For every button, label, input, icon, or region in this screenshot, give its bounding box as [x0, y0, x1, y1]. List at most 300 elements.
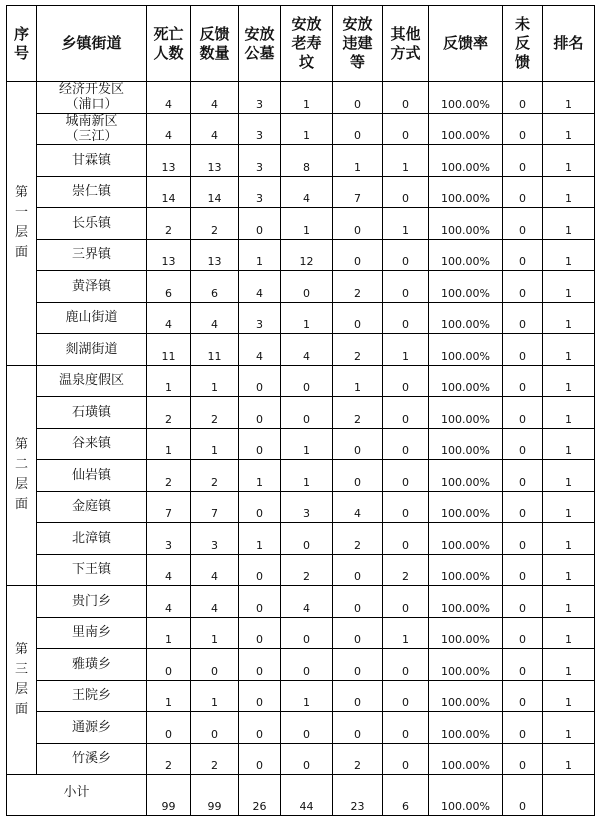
value-cell: 4 [281, 586, 333, 618]
value-cell: 4 [147, 302, 191, 334]
value-cell: 1 [543, 491, 595, 523]
value-cell: 4 [191, 302, 239, 334]
value-cell: 4 [191, 82, 239, 114]
value-cell: 4 [281, 334, 333, 366]
value-cell: 0 [281, 523, 333, 555]
value-cell: 0 [333, 302, 383, 334]
column-header-line: 安放 [291, 15, 322, 33]
town-name: 仙岩镇 [71, 467, 111, 483]
value-cell: 0 [503, 712, 543, 744]
value-cell: 1 [543, 523, 595, 555]
subtotal-value-cell: 44 [281, 775, 333, 816]
value-cell: 1 [543, 113, 595, 145]
value-cell: 0 [383, 397, 429, 429]
value-cell: 2 [281, 554, 333, 586]
value-cell: 100.00% [429, 334, 503, 366]
value-cell: 0 [191, 649, 239, 681]
table-row [7, 271, 595, 303]
value-cell: 8 [281, 145, 333, 177]
table-row [7, 617, 595, 649]
value-cell: 0 [239, 397, 281, 429]
table-row [7, 554, 595, 586]
value-cell: 0 [503, 617, 543, 649]
value-cell: 0 [281, 649, 333, 681]
town-name-cell [37, 523, 147, 555]
column-header-line: 号 [13, 43, 29, 62]
value-cell: 4 [147, 586, 191, 618]
value-cell: 11 [147, 334, 191, 366]
subtotal-value-cell: 0 [503, 775, 543, 816]
town-name: 通源乡 [71, 719, 111, 735]
value-cell: 100.00% [429, 428, 503, 460]
value-cell: 0 [281, 397, 333, 429]
value-cell: 0 [333, 649, 383, 681]
subtotal-value-cell: 99 [191, 775, 239, 816]
group-label [7, 586, 37, 775]
column-header [333, 6, 383, 82]
table-row [7, 239, 595, 271]
table-body [7, 82, 595, 816]
value-cell: 0 [333, 712, 383, 744]
value-cell: 13 [191, 145, 239, 177]
value-cell: 0 [383, 680, 429, 712]
value-cell: 6 [191, 271, 239, 303]
table-row [7, 712, 595, 744]
group-label-char: 层 [14, 225, 28, 241]
table-row [7, 176, 595, 208]
value-cell: 0 [239, 586, 281, 618]
value-cell: 100.00% [429, 271, 503, 303]
value-cell: 100.00% [429, 586, 503, 618]
value-cell: 100.00% [429, 460, 503, 492]
value-cell: 0 [281, 617, 333, 649]
subtotal-value-cell [543, 775, 595, 816]
value-cell: 4 [147, 82, 191, 114]
town-name: 长乐镇 [71, 215, 111, 231]
value-cell: 0 [333, 428, 383, 460]
column-header-line: 违建 [342, 34, 373, 52]
value-cell: 14 [191, 176, 239, 208]
column-header-line: 死亡 [153, 24, 184, 43]
funeral-feedback-table [6, 5, 595, 816]
value-cell: 7 [191, 491, 239, 523]
value-cell: 0 [383, 302, 429, 334]
group-label-char: 层 [14, 477, 28, 493]
value-cell: 0 [383, 365, 429, 397]
value-cell: 0 [503, 239, 543, 271]
town-name-cell [37, 113, 147, 145]
subtotal-value-cell: 6 [383, 775, 429, 816]
value-cell: 13 [147, 239, 191, 271]
town-name-cell [37, 145, 147, 177]
column-header-line: 数量 [199, 43, 230, 62]
subtotal-value-cell: 23 [333, 775, 383, 816]
value-cell: 0 [503, 554, 543, 586]
value-cell: 100.00% [429, 82, 503, 114]
value-cell: 0 [383, 712, 429, 744]
town-name-cell [37, 554, 147, 586]
value-cell: 0 [383, 649, 429, 681]
town-name: 三界镇 [71, 247, 111, 263]
value-cell: 1 [191, 428, 239, 460]
value-cell: 0 [239, 491, 281, 523]
value-cell: 1 [543, 302, 595, 334]
value-cell: 1 [543, 239, 595, 271]
value-cell: 0 [503, 743, 543, 775]
town-name: （三江） [65, 128, 118, 144]
value-cell: 1 [543, 617, 595, 649]
value-cell: 0 [503, 113, 543, 145]
value-cell: 1 [383, 208, 429, 240]
column-header [147, 6, 191, 82]
column-header [7, 6, 37, 82]
value-cell: 0 [383, 271, 429, 303]
town-name: 谷来镇 [71, 436, 111, 452]
group-label-char: 面 [14, 702, 28, 717]
town-name-cell [37, 208, 147, 240]
value-cell: 0 [191, 712, 239, 744]
value-cell: 100.00% [429, 145, 503, 177]
table-row [7, 397, 595, 429]
value-cell: 0 [383, 82, 429, 114]
value-cell: 1 [383, 617, 429, 649]
table-row [7, 680, 595, 712]
value-cell: 2 [333, 334, 383, 366]
value-cell: 0 [239, 428, 281, 460]
subtotal-value-cell: 26 [239, 775, 281, 816]
subtotal-label: 小计 [7, 775, 147, 816]
value-cell: 0 [503, 460, 543, 492]
value-cell: 1 [191, 617, 239, 649]
group-label-char: 面 [14, 245, 28, 261]
value-cell: 0 [383, 523, 429, 555]
value-cell: 100.00% [429, 523, 503, 555]
table-row [7, 334, 595, 366]
value-cell: 2 [147, 397, 191, 429]
value-cell: 100.00% [429, 239, 503, 271]
value-cell: 3 [239, 176, 281, 208]
table-row [7, 523, 595, 555]
value-cell: 1 [543, 680, 595, 712]
value-cell: 0 [239, 680, 281, 712]
value-cell: 2 [333, 397, 383, 429]
value-cell: 2 [191, 397, 239, 429]
value-cell: 0 [333, 554, 383, 586]
column-header-line: 未 [514, 15, 530, 33]
subtotal-value-cell: 99 [147, 775, 191, 816]
value-cell: 1 [239, 239, 281, 271]
value-cell: 0 [333, 239, 383, 271]
value-cell: 0 [333, 208, 383, 240]
value-cell: 4 [191, 586, 239, 618]
value-cell: 4 [147, 554, 191, 586]
table-row [7, 491, 595, 523]
table-row [7, 649, 595, 681]
column-header-line: 反 [514, 34, 530, 52]
value-cell: 2 [191, 460, 239, 492]
group-label-char: 一 [14, 205, 28, 221]
value-cell: 1 [147, 428, 191, 460]
value-cell: 0 [239, 554, 281, 586]
value-cell: 3 [239, 145, 281, 177]
column-header-line: 安放 [342, 15, 373, 33]
value-cell: 4 [333, 491, 383, 523]
table-row [7, 460, 595, 492]
column-header [37, 6, 147, 82]
value-cell: 0 [503, 176, 543, 208]
value-cell: 2 [383, 554, 429, 586]
table-row [7, 145, 595, 177]
town-name-cell [37, 586, 147, 618]
town-name-cell [37, 334, 147, 366]
value-cell: 0 [503, 523, 543, 555]
value-cell: 1 [543, 649, 595, 681]
value-cell: 0 [333, 680, 383, 712]
value-cell: 1 [543, 208, 595, 240]
value-cell: 3 [147, 523, 191, 555]
value-cell: 100.00% [429, 680, 503, 712]
value-cell: 1 [239, 523, 281, 555]
town-name: 里南乡 [71, 625, 111, 641]
value-cell: 0 [333, 82, 383, 114]
town-name: 鹿山街道 [65, 310, 118, 326]
value-cell: 1 [543, 554, 595, 586]
table-row [7, 586, 595, 618]
value-cell: 7 [147, 491, 191, 523]
town-name: 贵门乡 [71, 593, 111, 609]
value-cell: 1 [543, 82, 595, 114]
value-cell: 1 [147, 617, 191, 649]
group-label-char: 二 [14, 457, 28, 473]
value-cell: 100.00% [429, 113, 503, 145]
value-cell: 7 [333, 176, 383, 208]
value-cell: 1 [147, 365, 191, 397]
column-header-line: 老寿 [291, 34, 322, 52]
column-header-line: 安放 [244, 24, 275, 43]
column-header [429, 6, 503, 82]
value-cell: 100.00% [429, 617, 503, 649]
value-cell: 100.00% [429, 397, 503, 429]
value-cell: 3 [239, 113, 281, 145]
town-name-cell [37, 302, 147, 334]
town-name: 金庭镇 [71, 499, 111, 515]
column-header [383, 6, 429, 82]
town-name: 经济开发区 [58, 82, 124, 98]
value-cell: 0 [333, 460, 383, 492]
value-cell: 0 [503, 586, 543, 618]
town-name: 雅璜乡 [71, 656, 111, 672]
table-row [7, 428, 595, 460]
town-name-cell [37, 397, 147, 429]
town-name: 剡湖街道 [65, 341, 118, 357]
value-cell: 3 [239, 82, 281, 114]
column-header [191, 6, 239, 82]
value-cell: 12 [281, 239, 333, 271]
column-header-line: 公墓 [244, 43, 275, 62]
column-header-line: 馈 [514, 53, 530, 71]
town-name-cell [37, 649, 147, 681]
value-cell: 1 [543, 365, 595, 397]
column-header-line: 人数 [153, 43, 184, 62]
value-cell: 2 [147, 208, 191, 240]
value-cell: 0 [333, 586, 383, 618]
value-cell: 0 [503, 680, 543, 712]
value-cell: 1 [281, 680, 333, 712]
value-cell: 1 [281, 428, 333, 460]
value-cell: 0 [239, 365, 281, 397]
column-header-line: 反馈率 [442, 34, 488, 52]
value-cell: 11 [191, 334, 239, 366]
report-document [6, 5, 595, 816]
town-name-cell [37, 428, 147, 460]
town-name: 下王镇 [71, 562, 111, 578]
value-cell: 0 [239, 617, 281, 649]
value-cell: 0 [503, 397, 543, 429]
value-cell: 1 [383, 145, 429, 177]
value-cell: 2 [333, 271, 383, 303]
value-cell: 100.00% [429, 176, 503, 208]
town-name: 崇仁镇 [71, 184, 111, 200]
group-label-char: 三 [14, 662, 28, 677]
value-cell: 0 [383, 239, 429, 271]
column-header-line: 排名 [553, 34, 584, 52]
town-name-cell [37, 82, 147, 114]
value-cell: 1 [543, 743, 595, 775]
column-header-line: 乡镇街道 [61, 34, 122, 52]
value-cell: 4 [147, 113, 191, 145]
value-cell: 0 [383, 176, 429, 208]
value-cell: 1 [543, 397, 595, 429]
value-cell: 1 [281, 302, 333, 334]
value-cell: 3 [281, 491, 333, 523]
value-cell: 0 [239, 743, 281, 775]
value-cell: 1 [281, 82, 333, 114]
town-name: 城南新区 [65, 113, 118, 129]
value-cell: 1 [543, 271, 595, 303]
value-cell: 0 [239, 208, 281, 240]
town-name-cell [37, 743, 147, 775]
value-cell: 1 [543, 460, 595, 492]
value-cell: 0 [503, 302, 543, 334]
value-cell: 2 [333, 743, 383, 775]
value-cell: 100.00% [429, 302, 503, 334]
value-cell: 0 [333, 617, 383, 649]
header-row [7, 6, 595, 82]
table-header [7, 6, 595, 82]
value-cell: 2 [191, 743, 239, 775]
value-cell: 6 [147, 271, 191, 303]
value-cell: 1 [147, 680, 191, 712]
value-cell: 1 [543, 712, 595, 744]
value-cell: 1 [543, 586, 595, 618]
value-cell: 4 [191, 113, 239, 145]
table-row [7, 743, 595, 775]
value-cell: 1 [281, 208, 333, 240]
value-cell: 0 [333, 113, 383, 145]
town-name-cell [37, 365, 147, 397]
value-cell: 1 [281, 113, 333, 145]
table-row [7, 365, 595, 397]
value-cell: 4 [239, 334, 281, 366]
column-header-line: 反馈 [199, 24, 230, 43]
town-name-cell [37, 712, 147, 744]
value-cell: 0 [281, 271, 333, 303]
column-header-line: 方式 [390, 43, 421, 62]
column-header-line: 坟 [298, 53, 314, 71]
value-cell: 0 [281, 365, 333, 397]
value-cell: 13 [147, 145, 191, 177]
value-cell: 0 [383, 586, 429, 618]
column-header-line: 其他 [390, 24, 421, 43]
value-cell: 0 [503, 491, 543, 523]
town-name-cell [37, 460, 147, 492]
subtotal-value-cell: 100.00% [429, 775, 503, 816]
value-cell: 4 [239, 271, 281, 303]
town-name: 王院乡 [71, 688, 111, 704]
table-row [7, 208, 595, 240]
town-name-cell [37, 271, 147, 303]
town-name-cell [37, 680, 147, 712]
value-cell: 1 [543, 176, 595, 208]
town-name-cell [37, 617, 147, 649]
table-row [7, 113, 595, 145]
value-cell: 2 [191, 208, 239, 240]
value-cell: 100.00% [429, 208, 503, 240]
value-cell: 0 [239, 712, 281, 744]
value-cell: 0 [383, 428, 429, 460]
value-cell: 0 [503, 208, 543, 240]
value-cell: 1 [333, 145, 383, 177]
value-cell: 0 [503, 649, 543, 681]
value-cell: 14 [147, 176, 191, 208]
value-cell: 0 [147, 712, 191, 744]
value-cell: 0 [503, 82, 543, 114]
town-name: 甘霖镇 [71, 152, 111, 168]
value-cell: 0 [503, 428, 543, 460]
column-header [239, 6, 281, 82]
value-cell: 100.00% [429, 712, 503, 744]
value-cell: 0 [503, 334, 543, 366]
value-cell: 0 [503, 145, 543, 177]
town-name: 竹溪乡 [71, 751, 111, 767]
table-row [7, 82, 595, 114]
value-cell: 4 [281, 176, 333, 208]
value-cell: 0 [383, 460, 429, 492]
town-name: 温泉度假区 [58, 373, 124, 389]
value-cell: 100.00% [429, 743, 503, 775]
value-cell: 0 [147, 649, 191, 681]
value-cell: 1 [543, 428, 595, 460]
group-label-char: 面 [14, 497, 28, 513]
group-label [7, 82, 37, 366]
value-cell: 1 [543, 334, 595, 366]
value-cell: 1 [333, 365, 383, 397]
value-cell: 100.00% [429, 365, 503, 397]
value-cell: 0 [383, 743, 429, 775]
column-header-line: 等 [349, 53, 365, 71]
town-name-cell [37, 239, 147, 271]
value-cell: 0 [239, 649, 281, 681]
value-cell: 1 [191, 680, 239, 712]
group-label-char: 第 [14, 185, 28, 201]
value-cell: 3 [191, 523, 239, 555]
value-cell: 2 [333, 523, 383, 555]
column-header [543, 6, 595, 82]
value-cell: 1 [281, 460, 333, 492]
value-cell: 3 [239, 302, 281, 334]
value-cell: 100.00% [429, 554, 503, 586]
town-name: 北漳镇 [71, 530, 111, 546]
